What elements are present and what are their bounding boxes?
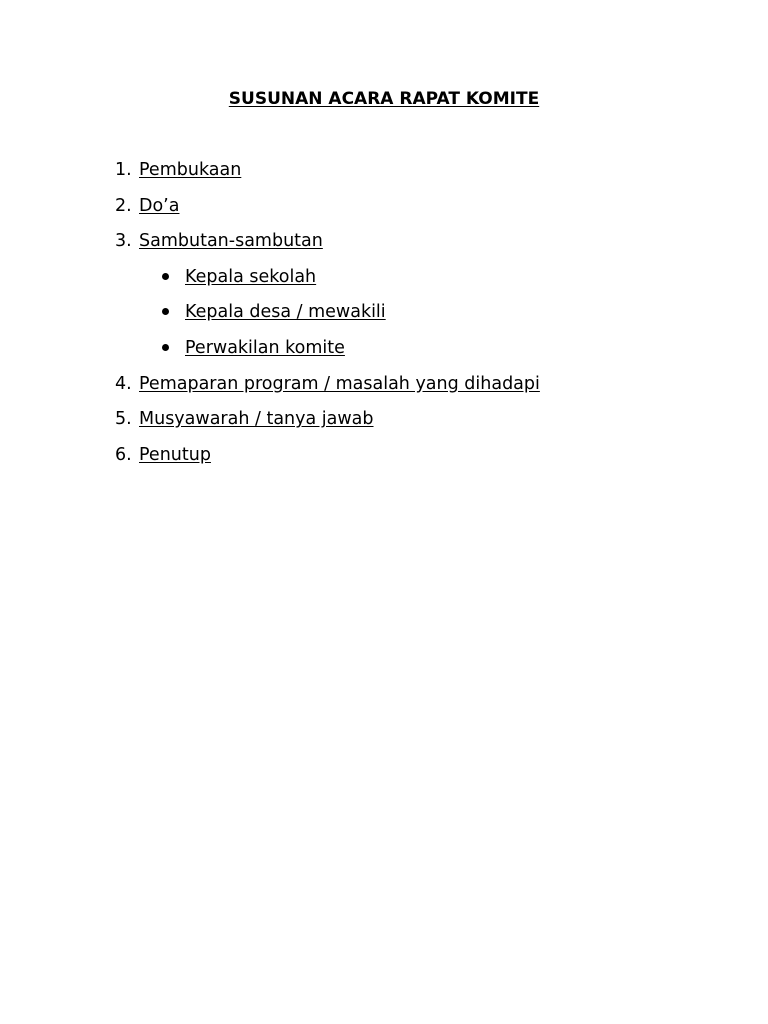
agenda-item bbox=[0, 443, 768, 479]
agenda-item-number: 4. bbox=[115, 373, 132, 394]
agenda-item bbox=[0, 407, 768, 443]
agenda-item bbox=[0, 194, 768, 230]
bullet-icon bbox=[162, 308, 169, 315]
agenda-subitem bbox=[0, 336, 768, 372]
agenda-subitem bbox=[0, 300, 768, 336]
bullet-icon bbox=[162, 273, 169, 280]
document-title: SUSUNAN ACARA RAPAT KOMITE bbox=[228, 89, 540, 109]
bullet-icon bbox=[162, 344, 169, 351]
agenda-item-number: 5. bbox=[115, 409, 132, 430]
agenda-item bbox=[0, 229, 768, 265]
agenda-subitem-label: Kepala desa / mewakili bbox=[185, 302, 386, 323]
agenda-list bbox=[0, 158, 768, 478]
agenda-item-label: Sambutan-sambutan bbox=[139, 231, 323, 252]
agenda-item-label: Penutup bbox=[139, 444, 211, 465]
agenda-item bbox=[0, 158, 768, 194]
agenda-item-number: 1. bbox=[115, 160, 132, 180]
agenda-item-number: 6. bbox=[115, 444, 132, 465]
agenda-item bbox=[0, 372, 768, 408]
agenda-item-label: Musyawarah / tanya jawab bbox=[139, 409, 374, 430]
agenda-item-number: 3. bbox=[115, 231, 132, 252]
agenda-item-number: 2. bbox=[115, 195, 132, 216]
agenda-subitem-label: Perwakilan komite bbox=[185, 337, 345, 358]
agenda-subitem bbox=[0, 265, 768, 301]
agenda-subitem-label: Kepala sekolah bbox=[185, 266, 317, 287]
agenda-item-label: Pembukaan bbox=[139, 160, 242, 180]
agenda-item-label: Do’a bbox=[139, 195, 180, 216]
agenda-item-label: Pemaparan program / masalah yang dihadapi bbox=[139, 373, 540, 394]
